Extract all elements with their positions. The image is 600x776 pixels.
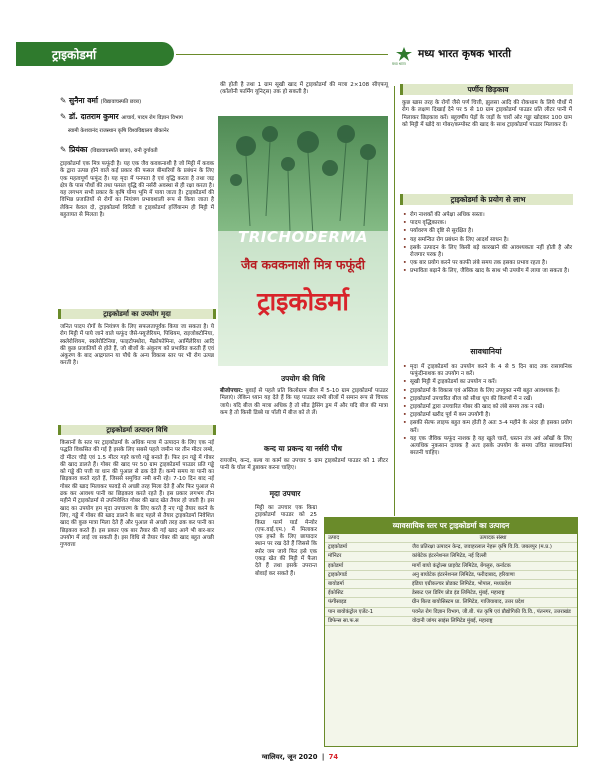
hero-label: TRICHODERMA	[238, 228, 368, 246]
benefits-list	[402, 212, 572, 277]
list-item: • ट्राइकोडर्मा के विकास एवं अस्तित्व के लिए उपयुक्त नमी बहुत आवश्यक है।	[402, 388, 572, 395]
footer-text: ग्वालियर, जून 2020	[261, 753, 318, 761]
pen-icon: ✎	[60, 112, 67, 121]
list-item: • प्रभाविता बढ़ाने के लिए, जैविक खाद के साथ भी उपयोग में लाया जा सकता है।	[402, 268, 572, 275]
list-item: • यह समन्वित रोग प्रबंधन के लिए आदर्श साधन है।	[402, 237, 572, 244]
hero-image	[218, 116, 388, 366]
seed-treatment-label: बीजोपचार:	[220, 388, 243, 394]
intro-paragraph: ट्राइकोडर्मा एक मित्र फफूंदी है। यह एक जैव कवकनाशी है जो मिट्टी में कवक के द्वारा उत्पन्न होने वाले कई प्रकार की फसल बीमारियों के प्रबंधन के लिए एक महत्वपूर्ण फफूंद है। यह मृदा में पनपता है एवं वृद्धि करता है तथा जड़ क्षेत्र के पास पौधों की तथा फसल वृद्धि की नर्सरी अवस्था से ही रक्षा करता है। यह लगभग सभी प्रकार के कृषि योग्य भूमि में पाया जाता है। ट्राइकोडर्मा की विभिन्न प्रजातियों से रोगों का नियंत्रण प्रभावशाली रूप से किया जाता है लेकिन केवल दो, ट्राइकोडर्मा विरिडी व ट्राइकोडर्मा हर्जियानम ही मिट्टी में बहुतायत से मिलता है।	[60, 161, 214, 219]
production-paragraph: किसानों के स्तर पर ट्राइकोडर्मा के अधिक मात्रा में उत्पादन के लिए एक नई पद्धति विकसित की गई है इसके लिए सबसे पहले जमीन पर तीन मीटर लम्बे, दो मीटर चौड़े एवं 1.5 मीटर गहरे कच्चे गड्ढे बनाते हैं। फिर इन गड्ढे में गोबर की खाद डालते हैं। गोबर की खाद पर 50 ग्राम ट्राइकोडर्मा पाउडर प्रति गड्ढे को गड्ढे की पत्ती या धान की पुआल से ढक देते हैं। कम्पे समय या पानी का छिड़काव करते रहते हैं, जिससे समुचित नमी बनी रहे। 7-10 दिन बाद नई गोबर की खाद मिलाकर फावड़े से अच्छी तरह मिला देते हैं और फिर पुआल से ढक कर आवश्य पानी का छिड़काव करते रहते हैं। इस प्रकार लगभग तीन महीने में ट्राइकोडर्मा से उपनिवेशित गोबर की खाद खेत तैयार हो जाती है। इस खाद का उपयोग हम मृदा उपचारण के लिए करते हैं नए गड्ढे तैयार करने के लिए, गड्ढे में गोबर की खाद डालने के बाद पहले से तैयार ट्राइकोडर्मा निवेशित खाद की कुछ मात्रा मिला देते हैं और पुआल से अच्छी तरह ढक कर पानी का छिड़काव करते हैं। इस प्रकार एक बार तैयार की गई खाद आगे भी बार-बार उपयोग में लाई जा सकती है। इस विधि से तैयार गोबर की खाद बहुत अच्छी गुणवत्ता	[60, 440, 214, 549]
usefulness-paragraph: जनित पादप रोगों के नियंत्रण के लिए सफलतापूर्वक किया जा सकता है। ये रोग मिट्टी में पाये जाने वाले फफूंद जैसे-फ्यूजेरियम, पिथियम, राइजोक्टोनिया, स्क्लेरोशियम, स्क्लेरोटिनिया, फाइटोफ्थोरा, मैक्रोफोमिना, आर्मिलेरिया आदि की कुछ प्रजातियों से होते हैं, जो बीजों के अंकुरण को प्रभावित करती हैं एवं अंकुरण के बाद आद्रगलन या पौधे के अन्य विकास स्तर पर भी रोग उत्पन्न करती है।	[60, 324, 214, 367]
hero-title: ट्राइकोडर्मा	[257, 287, 349, 316]
col2-top-paragraph: की होती है तथा 1 ग्राम सूखी खाद में ट्राइकोडर्मा की मात्रा 2×108 सीएफयू (कॉलोनी फार्मिंग यूनिट्स) तक हो सकती है।	[220, 82, 388, 96]
header-rule	[176, 54, 388, 55]
footer-separator: |	[321, 753, 325, 761]
list-item: • ट्राइकोडर्मा द्वारा उपचारित गोबर की खाद को लंबे समय तक न रखें।	[402, 404, 572, 411]
soil-heading: मृदा उपचार	[269, 489, 301, 498]
foliar-paragraph: कुछ खास तरह के रोगों जैसे पर्ण चित्ती, झुलसा आदि की रोकथाम के लिये पौधों में रोग के लक्षण दिखाई देने पर 5 से 10 ग्राम ट्राइकोडर्मा पाउडर प्रति लीटर पानी में मिलाकर छिड़काव करें। बहुवर्षीय पेड़ों के जड़ों के चारों ओर गड्ढा खोदकर 100 ग्राम को मिट्टी में खोदे या गोबर/कम्पोस्ट की खाद के साथ ट्राइकोडर्मा पाउडर मिलाकर दें।	[402, 100, 572, 128]
table-header-producer: उत्पादक संस्था	[409, 534, 577, 543]
nursery-paragraph: रायजोम, कन्द, बल्ब या कार्म का उपचार 5 ग्राम ट्राइकोडर्मा पाउडर को 1 लीटर पानी के घोल में डुबाकर करना चाहिए।	[220, 458, 388, 472]
page-number: 74	[328, 753, 339, 761]
list-item: • सूखी मिट्टी में ट्राइकोडर्मा का उपयोग न करें।	[402, 379, 572, 386]
precautions-list	[402, 364, 572, 458]
list-item: • रोग नाशकों की अपेक्षा अधिक सस्ता।	[402, 212, 572, 219]
table-row: डिफेन्स सा.फ.स वोदानी जांगर साइंस लिमिटेड मुंबई, महाराष्ट्र	[325, 616, 577, 625]
author-affiliation: स्वामी केशवानंद राजस्थान कृषि विश्वविद्यालय बीकानेर	[68, 128, 169, 134]
table-title: व्यावसायिक स्तर पर ट्राइकोडर्मा का उत्पादन	[325, 518, 577, 534]
table-row: बायोडर्मा इंडिया एग्रीकल्चर प्रोडक्ट लिमिटेड, भोपाल, मध्यप्रदेश	[325, 580, 577, 589]
magazine-logo	[394, 45, 414, 63]
foliar-heading: पर्णीय छिड़काव	[400, 84, 573, 95]
pen-icon: ✎	[60, 96, 67, 105]
table-row: इकोडर्मा मार्गो बायो कंट्रोल्स प्राइवेट लिमिटेड, बेंगलुरु, कर्नाटक	[325, 561, 577, 570]
table-row: फंगीसाइड ग्रीन बिल्ड बायोसिस्टम प्रा. लिमिटेड, गाजियाबाद, उत्तर प्रदेश	[325, 598, 577, 607]
logo-text: मध्य भारत	[392, 62, 406, 66]
author-2: ✎ डॉ. दातराम कुमार आचार्य, पादप रोग विज्ञान विभाग	[60, 112, 183, 121]
header-bar	[0, 42, 600, 68]
nursery-heading: कन्द या प्रकन्द या नर्सरी पौध	[264, 444, 342, 453]
list-item: • इसके उत्पादन के लिए किसी बड़े कारखाने की आवश्यकता नहीं होती है और रोजगार परक है।	[402, 245, 572, 259]
table-row: मॉनिटर कांबेटेक इंटरनेशनल लिमिटेड, नई दिल्ली	[325, 552, 577, 561]
column-1	[60, 96, 214, 219]
usage-heading: उपयोग की विधि	[281, 374, 325, 383]
list-item: • इसकी सेल्फ लाइफ बहुत कम होती है अतः 3-4 महीने के अंदर ही इसका प्रयोग करें।	[402, 420, 572, 434]
usefulness-heading: ट्राइकोडर्मा का उपयोग मृदा	[58, 309, 216, 319]
column-divider	[394, 86, 395, 516]
table-row: पान बायोकंट्रोल एजेंट-1 पवनेत रोग विज्ञान विभाग, जी.बी. पंत कृषि एवं प्रौद्योगिकी वि.वि., पंतनगर, उत्तराखंड	[325, 607, 577, 616]
soil-paragraph: मिट्टी का उपचार एक किग्रा ट्राइकोडर्मा पाउडर को 25 किग्रा फार्म यार्ड मेन्योर (एफ.वाई.एम.) में मिलाकर एक हफ्ते के लिए छायादार स्थान पर रख देते हैं जिससे कि स्पोर जम जाये फिर इसे एक एकड़ खेत की मिट्टी में फैला देते हैं तथा इसके उपरान्त बोवाई कर सकते हैं।	[255, 505, 317, 577]
author-3: ✎ प्रियंका (विद्यावाचस्पति छात्रा), रानी दुर्गावती	[60, 145, 158, 154]
table-row: ईकोसिट डेस्कट एल डिरिंग प्रोड इंड लिमिटेड, मुंबई, महाराष्ट्र	[325, 589, 577, 598]
table-row: ट्राइकोडर्मा जैव प्रतिरक्षा उत्पादन केन्द्र, जवाहरलाल नेहरू कृषि वि.वि. जबलपुर (म.प्र.)	[325, 543, 577, 552]
pen-icon: ✎	[60, 145, 67, 154]
seed-treatment-paragraph: बीजोपचार: बुवाई से पहले प्रति किलोग्राम बीज में 5-10 ग्राम ट्राइकोडर्मा पाउडर मिलाएं। लेकिन ध्यान यह देते हैं कि यह पाउडर सभी बीजों में समान रूप से चिपक जाये। यदि बीज की मात्रा अधिक है तो सीड ड्रेसिंग ड्रम में और यदि बीज की मात्रा कम है तो किसी डिब्बे या पॉली में बीज को ले लें।	[220, 388, 388, 416]
production-heading: ट्राइकोडर्मा उत्पादन विधि	[58, 425, 216, 435]
hero-subtitle: जैव कवकनाशी मित्र फफूंदी	[240, 257, 366, 272]
table-row: ट्राइकोगार्ड अनु बायोटेक इंटरनेशनल लिमिटेड, फरीदाबाद, हरियाणा	[325, 570, 577, 579]
list-item: • पर्यावरण की दृष्टि से सुरक्षित है।	[402, 228, 572, 235]
precautions-heading: सावधानियां	[470, 347, 502, 356]
list-item: • एक बार प्रयोग करने पर काफी लंबे समय तक इसका प्रभाव रहता है।	[402, 260, 572, 267]
author-1: ✎ सुनैना वर्मा (विद्यावाचस्पति छात्रा)	[60, 96, 142, 105]
list-item: • ट्राइकोडर्मा खरीद पूर्व में कम उपयोगी है।	[402, 412, 572, 419]
production-table-box	[324, 517, 578, 747]
list-item: • ट्राइकोडर्मा उपचारित बीज को सीधा धूप की किरणों में न रखें।	[402, 396, 572, 403]
list-item: • यह एक जैविक फफूंद नाशक है यह खुले चारों, धस्तन तंत्र अवं आँखों के लिए अत्यधिक नुकसान दायक है अतः इसके उपयोग के समय उचित सावधानियां बरतनी चाहिए।	[402, 436, 572, 458]
benefits-heading: ट्राइकोडर्मा के प्रयोग से लाभ	[400, 194, 573, 205]
table-header-row	[325, 534, 577, 543]
list-item: • मृदा में ट्राइकोडर्मा का उपयोग करने के 4 से 5 दिन बाद तक रासायनिक फफूंदीनाशक का उपयोग न करें।	[402, 364, 572, 378]
production-table	[325, 534, 577, 626]
magazine-name: मध्य भारत कृषक भारती	[418, 48, 511, 60]
list-item: • पादप वृद्धिकारक।	[402, 220, 572, 227]
footer	[0, 752, 600, 761]
table-header-product: उत्पाद	[325, 534, 409, 543]
section-tag-label: ट्राइकोडर्मा	[52, 48, 97, 62]
